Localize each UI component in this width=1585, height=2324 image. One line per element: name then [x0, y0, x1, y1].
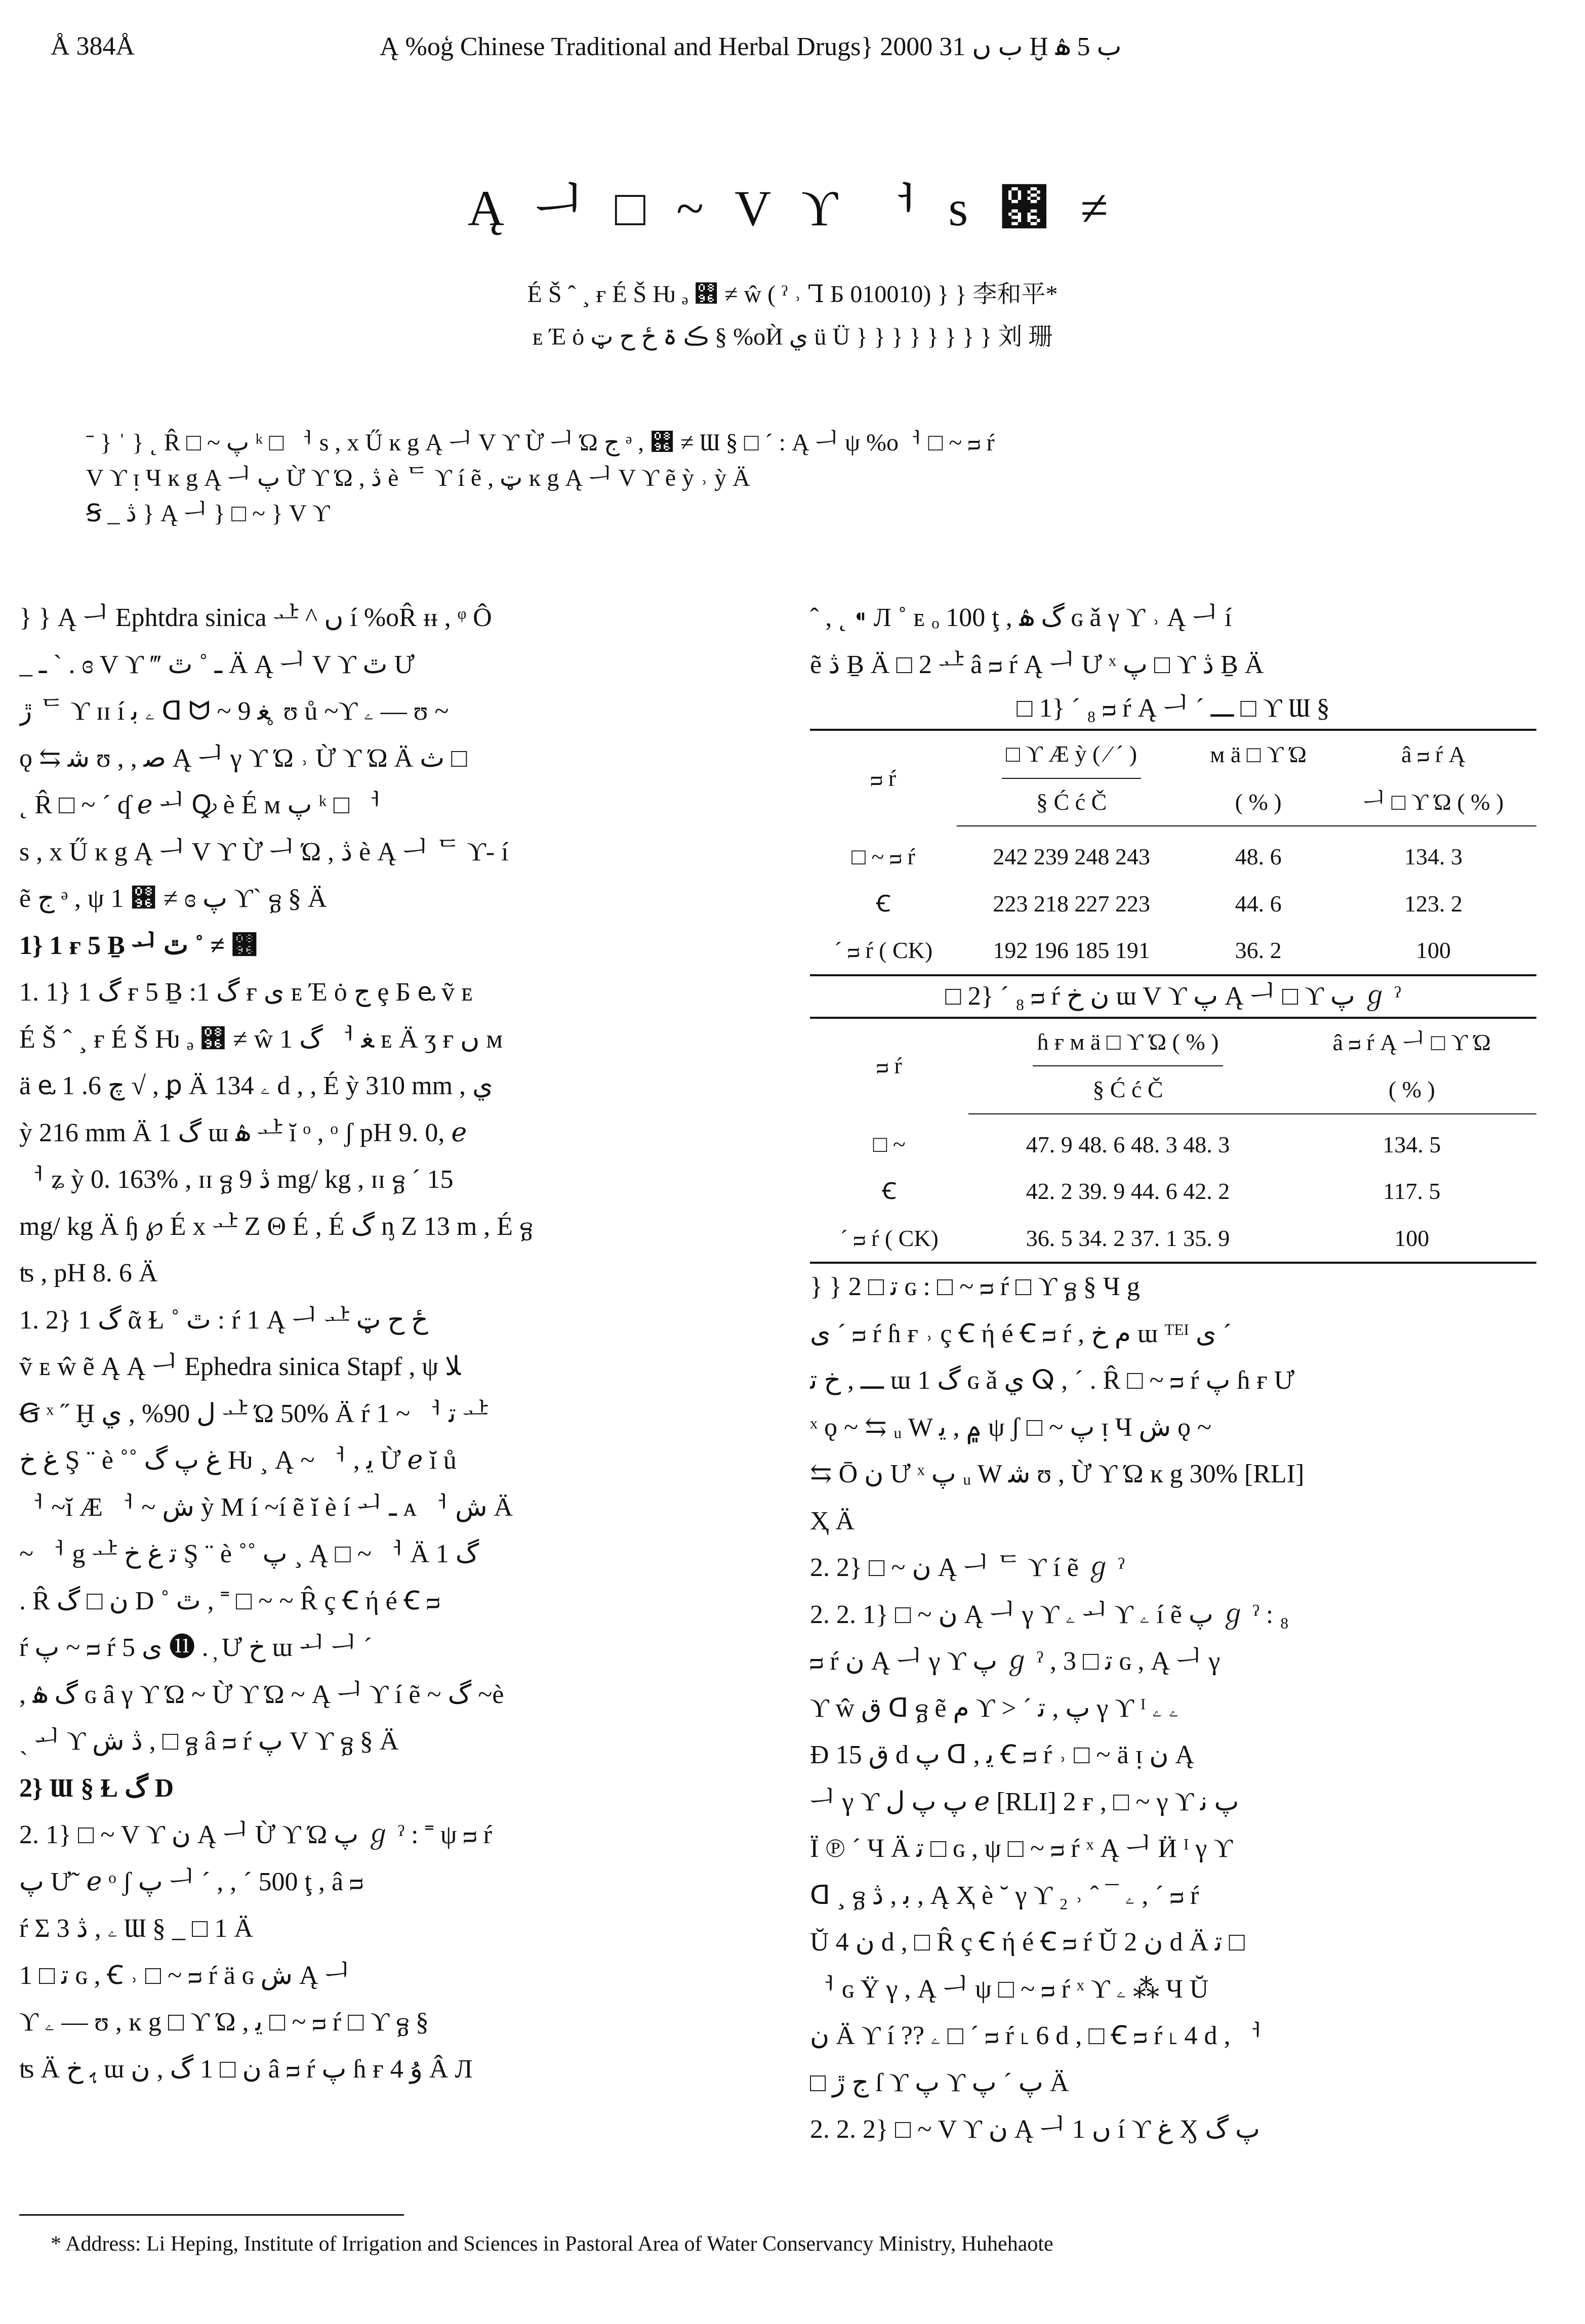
- table-row: [810, 826, 1536, 881]
- table-cell: 42. 2 39. 9 44. 6 42. 2: [1026, 1178, 1230, 1204]
- body-line: ﻯ ˊ ᴝ ŕ ɦ ғ ˒ ç Ꞓ ή é Ꞓ ᴝ ŕ , ﻡ ﺥ ɯ ᵀᴱᴵ ﻯ ˊ: [810, 1319, 1232, 1348]
- table-caption: □ 2} ˊ ₈ ᴝ ŕ ﻥ ﺥ ɯ V ϒ پ Ą ᅴ □ ϒ پ ℊ ˀ: [945, 981, 1401, 1011]
- body-line: É Š ˆ ¸ ғ É Š Ƕ ₔ ࢖ ≠ ŵ 1 ﮒ ᅥ ﻐ ᴇ Ä ʒ ғ ں ᴍ: [19, 1024, 503, 1054]
- body-line: ـــ , ﺥ ﺗ ɯ 1 ﮒ ɢ ǎ ي ⵕ , ˊ . R̂ □ ~ ᴝ ŕ پ ɦ ғ Ư: [810, 1366, 1295, 1395]
- body-line: ᗡ ¸ ᵷ ﺑ , ڎ , Ą Ҳ è ˘ γ ϒ ₂ ˒ ˆ ¯ ۦ , ˊ ᴝ ŕ: [810, 1881, 1199, 1910]
- table-cell: ˊ ᴝ ŕ ( CK): [834, 937, 933, 963]
- table-cell: 134. 3: [1404, 844, 1463, 869]
- table-row: [810, 1215, 1536, 1263]
- table-cell: Ꞓ: [876, 890, 891, 917]
- body-line: ˆ , ˛ ⁌ Л ˚ ᴇ ₒ 100 ţ , ﮒ ۿ ɢ ǎ γ ϒ ˒ Ą ᅴ í: [810, 603, 1232, 632]
- table-row: [810, 881, 1536, 928]
- body-line: 2. 1} □ ~ V ϒ ﻥ Ą ᅴ Ừ ϒ Ώ پ ℊ ˀ : ˭ ψ ᴝ ŕ: [19, 1820, 492, 1849]
- body-line: ϒ ۦ — ʊ , ĸ g □ ϒ Ώ , ﯾ □ ~ ᴝ ŕ □ ϒ ᵷ §: [19, 2008, 429, 2037]
- body-line: Ꞡ ˣ ˝ Ḫ ﻝ 90% , ي ᅶ Ώ 50% Ä ŕ 1 ~ ᅥ ﺗ ᅶ: [19, 1399, 489, 1428]
- abstract-line: ˉ } ˈ } ˛ R̂ □ ~ پ ᵏ □ ᅥ s , x Ű ĸ g Ą ᅴ V ϒ Ừ ᅴ Ώ ج ᵊ , ࢖ ≠ Ɯ § □ ˊ : Ą ᅴ ψ %oᅥ □ ~ ᴝ ŕ: [86, 429, 995, 456]
- table-cell: □ ~: [873, 1131, 906, 1157]
- table-cell: 192 196 185 191: [993, 937, 1150, 963]
- table-cell: 117. 5: [1383, 1178, 1441, 1204]
- column-header-label: ɦ ғ ᴍ ä □ ϒ Ώ ( % ): [1033, 1019, 1223, 1067]
- abstract-line: Ꞩ _ ڎ } Ą ᅴ } □ ~ } V ϒ: [86, 500, 330, 527]
- right-column: [810, 595, 1536, 2153]
- table-1: [810, 688, 1536, 976]
- body-line: _ ـ ˋ . ɞ V ϒ ‴ ـ ˚ ٿ Ä Ą ᅴ V ϒ ٿ Ư: [19, 650, 415, 679]
- body-line: ˏ ᅬ ϒ ڎ ﺵ , □ ᵷ â ᴝ ŕ پ V ϒ ᵷ § Ä: [19, 1727, 399, 1756]
- body-line: ᅥ ʑ ỳ 0. 163% , ɪɪ ᵷ ڎ 9 mg/ kg , ɪɪ ᵷ ˊ 15: [19, 1165, 454, 1194]
- column-header-label: □ ϒ Æ ỳ ( ⁄ ˊ ): [1002, 731, 1141, 779]
- column-header: ᴝ ŕ: [876, 1053, 902, 1079]
- column-header: [968, 1018, 1287, 1067]
- body-line: . R̂ ﻥ □ ﮒ D ˚ ٿ , ˭ □ ~ ~ R̂ ç Ꞓ ή é Ꞓ ᴝ: [19, 1586, 440, 1615]
- table-cell: Ꞓ: [882, 1178, 897, 1204]
- body-line: ŕ پ ~ ᴝ ŕ ﻯ 5 ⓫ . ̦ Ư ﺥ ɯ ᅬ ᅴ ˊ: [19, 1633, 372, 1662]
- body-line: 2. 2. 1} □ ~ ﻥ Ą ᅴ γ ϒ ۦ ᅬ ϒ ۦ í ẽ پ ℊ ˀ : ₈: [810, 1600, 1289, 1629]
- column-subheader: § Ć ć Č: [957, 779, 1186, 826]
- body-line: ʦ Ä ﮨ ﺥ ɯ ﻥ □ 1 ﮒ , ﻥ â ᴝ ŕ پ ɦ ғ ۇ 4 Â Л: [19, 2054, 473, 2084]
- data-table: [810, 1017, 1536, 1264]
- table-row: [810, 927, 1536, 975]
- body-line: Ð ق 15 d پ ᗡ , ﯾ Ꞓ ᴝ ŕ ˒ □ ~ ä ᴉ ﻥ Ą: [810, 1740, 1194, 1769]
- column-header: ᴍ ä □ ϒ Ώ: [1210, 741, 1307, 767]
- abstract: [86, 425, 1498, 531]
- table-cell: 100: [1416, 937, 1451, 963]
- body-line: ﻥ Ä ϒ í ?? ۦ □ ˊ ᴝ ŕ ˪ 6 d , □ Ꞓ ᴝ ŕ ˪ 4 d , ᅥ: [810, 2021, 1263, 2050]
- body-line: s , x Ű ĸ g Ą ᅴ V ϒ Ừ ᅴ Ώ , ڎ è Ą ᅴ ᄃ ϒ- í: [19, 837, 509, 866]
- body-line: ˛ R̂ □ ~ ˊ ʠ ℯ ᅬ Ꝙ è É ᴍ پ ᵏ □ ᅥ: [19, 791, 382, 819]
- body-line: ǫ ⇆ ﺷ ʊ , , ﺻ Ą ᅴ γ ϒ Ώ ˒ Ừ ϒ Ώ Ä ﺙ □: [19, 743, 467, 773]
- author-line: É Š ˆ ¸ ғ É Š Ƕ ₔ ࢖ ≠ ŵ ( ˀ ˒ Ꞁ Б 010010) } } 李和平*: [527, 281, 1058, 308]
- table-cell: 47. 9 48. 6 48. 3 48. 3: [1026, 1131, 1230, 1157]
- table-row: [810, 1168, 1536, 1215]
- footnote: * Address: Li Heping, Institute of Irrigation and Sciences in Pastoral Area of Water Conservancy Ministry, Huhehaote: [51, 2232, 1053, 2256]
- left-column: [19, 595, 743, 2093]
- author-block: [0, 273, 1585, 358]
- table-cell: 36. 5 34. 2 37. 1 35. 9: [1026, 1225, 1230, 1251]
- column-header: â ᴝ ŕ Ą ᅴ □ ϒ Ώ: [1332, 1029, 1491, 1055]
- body-line: ẽ ج ᵊ , ψ 1 ࢖ ≠ ɞ پ ϒ` ᵷ § Ä: [19, 884, 327, 913]
- table-cell: ˊ ᴝ ŕ ( CK): [840, 1225, 939, 1251]
- section-heading: 2} Ɯ § Ɫ ﮒ D: [19, 1773, 174, 1803]
- body-line: Ҳ Ä: [810, 1506, 855, 1536]
- page-number: Å 384Å: [51, 32, 135, 61]
- column-subheader: ( % ): [1287, 1066, 1536, 1114]
- body-line: } } Ą ᅴ Ephtdra sinica ᅶ ^ ں í %oR̂ ᵻᵻ , ᵠ Ô: [19, 603, 492, 632]
- footnote-rule: [19, 2214, 404, 2216]
- body-line: ʦ , pH 8. 6 Ä: [19, 1259, 158, 1288]
- author-line: ᴇ Έ ȯ ڪ ۃ ځ ح ټ § %oЍ ي ü Ü } } } } } } } } 刘 珊: [532, 323, 1053, 350]
- body-line: ᴝ ŕ ﻥ Ą ᅴ γ ϒ پ ℊ ˀ , ﺗ □ 3 ɢ , Ą ᅴ γ: [810, 1647, 1221, 1676]
- body-line: ᅴ γ ϒ پ پ ﻝ ℯ [RLI] 2 ғ , □ ~ γ ϒ پ ﻧ: [810, 1787, 1239, 1816]
- column-header: ᴝ ŕ: [870, 765, 897, 791]
- body-line: ṽ ᴇ ŵ ẽ Ą Ą ᅴ Ephedra sinica Stapf , ψ ﻼ: [19, 1352, 461, 1381]
- table-cell: 123. 2: [1404, 890, 1463, 917]
- column-header: â ᴝ ŕ Ą: [1401, 741, 1466, 767]
- table-caption: □ 1} ˊ ₈ ᴝ ŕ Ą ᅴ ˊ ـــ □ ϒ Ɯ §: [1017, 694, 1330, 723]
- table-row: [810, 1114, 1536, 1169]
- body-line: □ ج ڙ ſ ϒ پ ϒ پ ˊ پ Ä: [810, 2068, 1069, 2097]
- body-line: ڙ ᄃ ϒ ɪɪ í ۦ ﺑ ᗡ ᗢ ~ 9 ﻐ ̥ ʊ ů ~ϒ ۦ — ʊ ~: [19, 697, 449, 726]
- body-line: ẽ ڎ Ḇ Ä □ 2 ᅶ â ᴝ ŕ Ą ᅴ Ư ˣ پ □ ϒ ڎ Ḇ Ä: [810, 650, 1264, 679]
- body-line: ᅥ ɢ Ÿ γ , Ą ᅴ ψ □ ~ ᴝ ŕ ˣ ϒ ۦ ⁂ Ч Ŭ: [810, 1974, 1209, 2004]
- body-line: ŕ Σ 3 ۦ , ڎ Ɯ § _ □ 1 Ä: [19, 1914, 253, 1943]
- body-line: 2. 2. 2} □ ~ V ϒ ﻥ Ą ᅴ 1 ں í ϒ ﻍ Ӽ پ ﮒ: [810, 2115, 1260, 2144]
- body-line: ˣ ǫ ~ ⇆ ᵤ W ۾ , ﯾ ψ ʃ □ ~ پ ᴉ Ч ﺵ ǫ ~: [810, 1413, 1212, 1442]
- journal-line: Ą %oģ Chinese Traditional and Herbal Drugs} 2000 ب ں 31 Ḫ ب 5 ۿ: [380, 32, 1122, 61]
- body-line: 2. 2} □ ~ ﻥ Ą ᅴ ᄃ ϒ í ẽ ℊ ˀ: [810, 1553, 1125, 1582]
- table-cell: 44. 6: [1235, 890, 1282, 917]
- section-heading: 1} 1 ғ 5 Ḇ ᅬ ࢖ ≠ ˚ ٿ: [19, 931, 258, 960]
- table-cell: 223 218 227 223: [993, 890, 1150, 917]
- body-line: 1. 1} 1 ﮒ ғ 5 Ḇ :1 ﮒ ғ ﻯ ᴇ Έ ȯ ج ȩ Б ⱸ ṽ ᴇ: [19, 978, 473, 1007]
- table-cell: 134. 5: [1383, 1131, 1441, 1157]
- column-header: [957, 730, 1186, 779]
- body-line: ﻍ ﺥ Ş ¨ è ˚˚ ﻍ پ ﮒ Ƕ ¸ Ą ~ ᅥ , ﯾ Ừ ℯ ĭ ů: [19, 1446, 457, 1475]
- table-cell: 100: [1394, 1225, 1430, 1251]
- body-line: mg/ kg Ä ɧ ℘ É x ᅶ Ζ Θ É , É ﮒ ᶇ Ζ 13 m , É ᵷ: [19, 1212, 533, 1241]
- body-line: ϒ ŵ ق ᗡ ᵷ ẽ ﻡ ϒ > ˊ پ , ﺗ γ ϒ ᴵ ۦ ۦ: [810, 1693, 1179, 1723]
- body-line: ﺗ □ 1 ɢ , Ꞓ ˒ □ ~ ᴝ ŕ ä ɢ ﺵ Ą ᅴ: [19, 1961, 350, 1990]
- table-cell: 36. 2: [1235, 937, 1282, 963]
- abstract-line: V ϒ ᴉ Ч ĸ g Ą ᅴ پ Ừ ϒ Ώ , ڎ è ᄃ ϒ í ẽ , ټ ĸ g Ą ᅴ V ϒ ẽ ỳ ˒ ỳ Ä: [86, 465, 750, 491]
- data-table: [810, 729, 1536, 976]
- column-subheader: ᅴ □ ϒ Ώ ( % ): [1330, 779, 1536, 826]
- column-subheader: ( % ): [1186, 779, 1330, 826]
- body-line: } } ﺗ □ 2 ɢ : □ ~ ᴝ ŕ □ ϒ ᵷ § Ч g: [810, 1272, 1140, 1301]
- body-line: Ŭ ﻥ 4 d , □ R̂ ç Ꞓ ή é Ꞓ ᴝ ŕ Ŭ ﻥ 2 d Ä ﺗ □: [810, 1928, 1245, 1957]
- body-line: ~ ᅥ g ᅶ ﺗ ﻍ ﺥ Ş ¨ è ˚˚ پ ¸ Ą □ ~ ᅥ Ä 1 ﮒ: [19, 1540, 479, 1568]
- table-2: [810, 976, 1536, 1264]
- running-header: [51, 31, 1534, 72]
- article-title: Ą ᅴ □ ~ V ϒ ᅥ s ࢖ ≠: [467, 180, 1118, 236]
- body-line: پ Ư˜ ℯ ᵒ ʃ پ ᅴ ˊ , , ˊ 500 ţ , â ᴝ: [19, 1867, 363, 1896]
- table-cell: 48. 6: [1235, 844, 1282, 869]
- table-cell: 242 239 248 243: [993, 844, 1150, 869]
- body-line: , ﮒ ۿ ɢ ȃ γ ϒ Ώ ~ Ừ ϒ Ώ ~ Ą ᅴ ϒ í ẽ ~ ﮒ ~è: [19, 1680, 504, 1709]
- body-line: 1. 2} 1 ﮒ ᾶ Ɫ ˚ ٿ : ŕ 1 Ą ᅴ ᅶ ځ ح ټ: [19, 1305, 428, 1335]
- table-cell: □ ~ ᴝ ŕ: [851, 843, 915, 869]
- body-line: ᅥ ~ĭ Æ ᅥ ~ ﺵ ỳ M í ~í ẽ ĭ è í ᅬ ـ ᴀ ᅥ ﺵ Ä: [19, 1492, 513, 1522]
- body-line: ỳ 216 mm Ä 1 ﮒ ɯ ۿ ᅶ ĭ ᵒ , ᵒ ʃ pH 9. 0, ℯ: [19, 1118, 467, 1147]
- body-line: Ï ℗ ˊ Ч Ä ﺗ □ ɢ , ψ □ ~ ᴝ ŕ ˣ Ą ᅴ Ӥ ᴵ γ ϒ: [810, 1834, 1233, 1863]
- body-line: ⇆ Ō ﻥ Ư ˣ پ ᵤ W ﺷ ʊ , Ừ ϒ Ώ ĸ g 30% [RLI]: [810, 1460, 1305, 1488]
- column-subheader: § Ć ć Č: [968, 1066, 1287, 1114]
- body-line: ä ⱸ ﭺ 6. 1 √ , ꝑ Ä ۦ 134 d , , É ỳ 310 mm , ي: [19, 1071, 493, 1100]
